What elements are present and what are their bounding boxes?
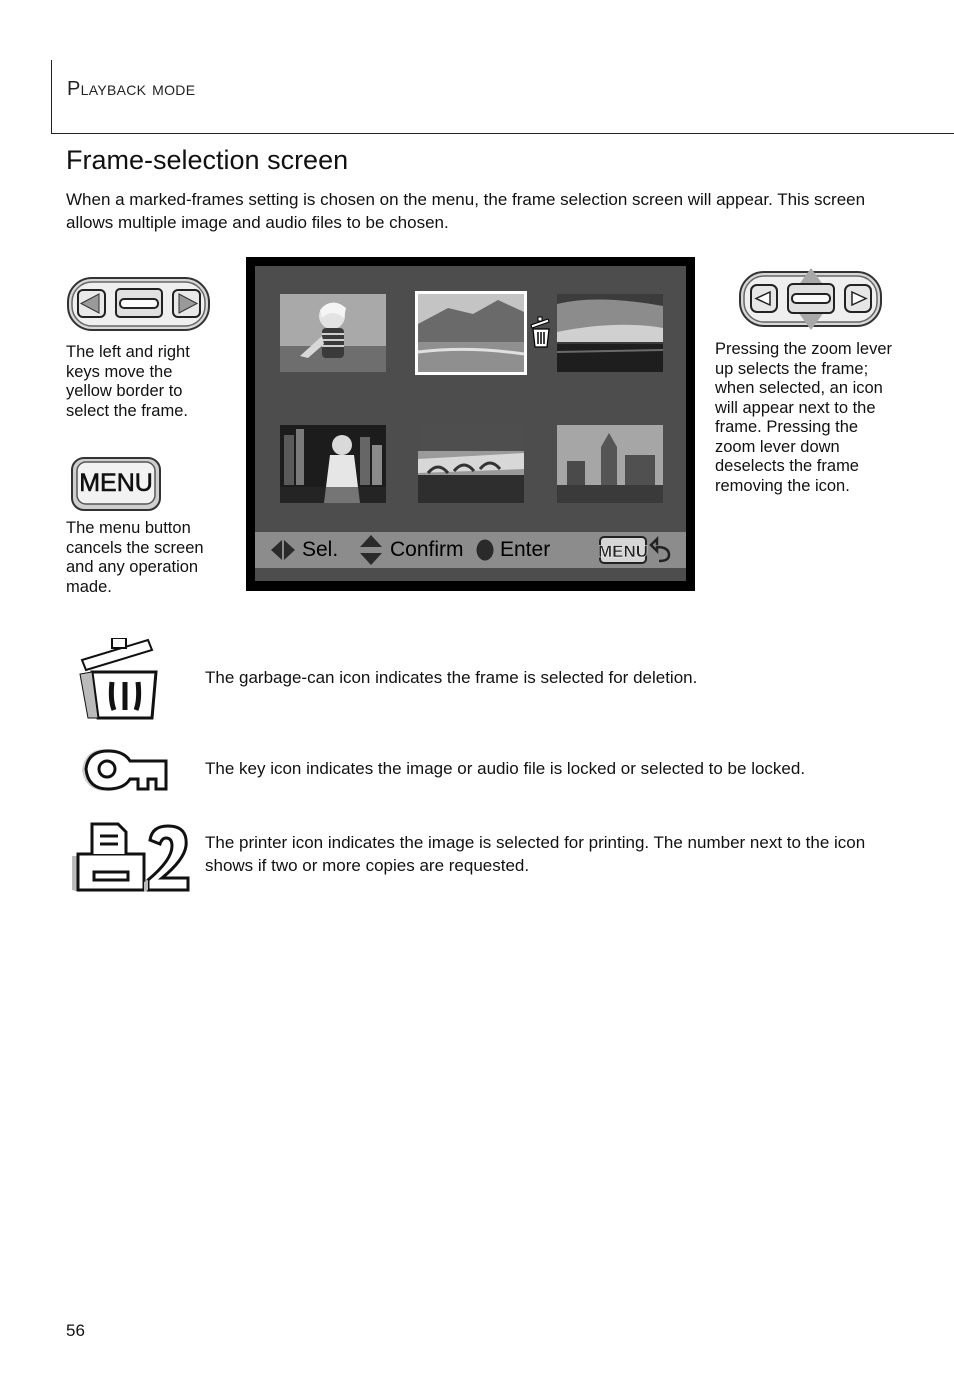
menu-caption: The menu button cancels the screen and any operation made.: [66, 519, 204, 596]
thumbnail-frame-1[interactable]: [280, 294, 386, 372]
header-horizontal-rule: [51, 133, 954, 134]
up-down-arrows-icon: [359, 534, 383, 571]
lcd-bottom-strip: [255, 568, 686, 581]
keys-caption: The left and right keys move the yellow border to select the frame.: [66, 343, 190, 420]
svg-text:MENU: MENU: [79, 469, 153, 497]
header-vertical-rule: [51, 60, 52, 134]
thumbnail-frame-6[interactable]: [557, 425, 663, 503]
printer-icon: [68, 820, 192, 894]
bar-confirm-label: Confirm: [390, 538, 464, 561]
thumbnail-frame-4[interactable]: [280, 425, 386, 503]
legend-trash-text: The garbage-can icon indicates the frame is selected for deletion.: [205, 668, 698, 687]
page-title: Frame-selection screen: [66, 145, 349, 175]
menu-button-icon: [70, 455, 162, 513]
legend-key-text: The key icon indicates the image or audio file is locked or selected to be locked.: [205, 759, 806, 778]
center-button-icon: [476, 539, 494, 566]
zoom-lever-icon: [738, 266, 884, 332]
frame-selection-display: [255, 266, 686, 581]
menu-back-icon: [599, 535, 675, 570]
controller-left-right-icon: [66, 275, 212, 333]
page-number: 56: [66, 1321, 85, 1340]
bar-sel-label: Sel.: [302, 538, 339, 561]
bar-enter-label: Enter: [500, 538, 551, 561]
thumbnail-frame-3[interactable]: [557, 294, 663, 372]
thumbnail-frame-5[interactable]: [418, 425, 524, 503]
lcd-screen: [246, 257, 695, 591]
thumbnail-frame-2-selected[interactable]: [418, 294, 524, 372]
trash-icon: [76, 638, 166, 722]
lcd-status-bar: [255, 532, 686, 568]
section-label: Playback mode: [67, 78, 196, 100]
trash-mini-icon: [528, 316, 554, 355]
left-right-arrows-icon: [270, 538, 296, 567]
svg-text:MENU: MENU: [599, 542, 649, 561]
legend-printer-text: The printer icon indicates the image is selected for printing. The number next to the icon shows if two or more copies are requested.: [205, 833, 866, 875]
zoom-lever-caption: Pressing the zoom lever up selects the frame; when selected, an icon will appear next to the frame. Pressing the zoom lever down deselects the frame removing the icon.: [715, 340, 892, 495]
intro-paragraph: When a marked-frames setting is chosen on the menu, the frame selection screen will appear. This screen allows multiple image and audio files to be chosen.: [66, 190, 866, 232]
key-icon: [80, 745, 170, 793]
